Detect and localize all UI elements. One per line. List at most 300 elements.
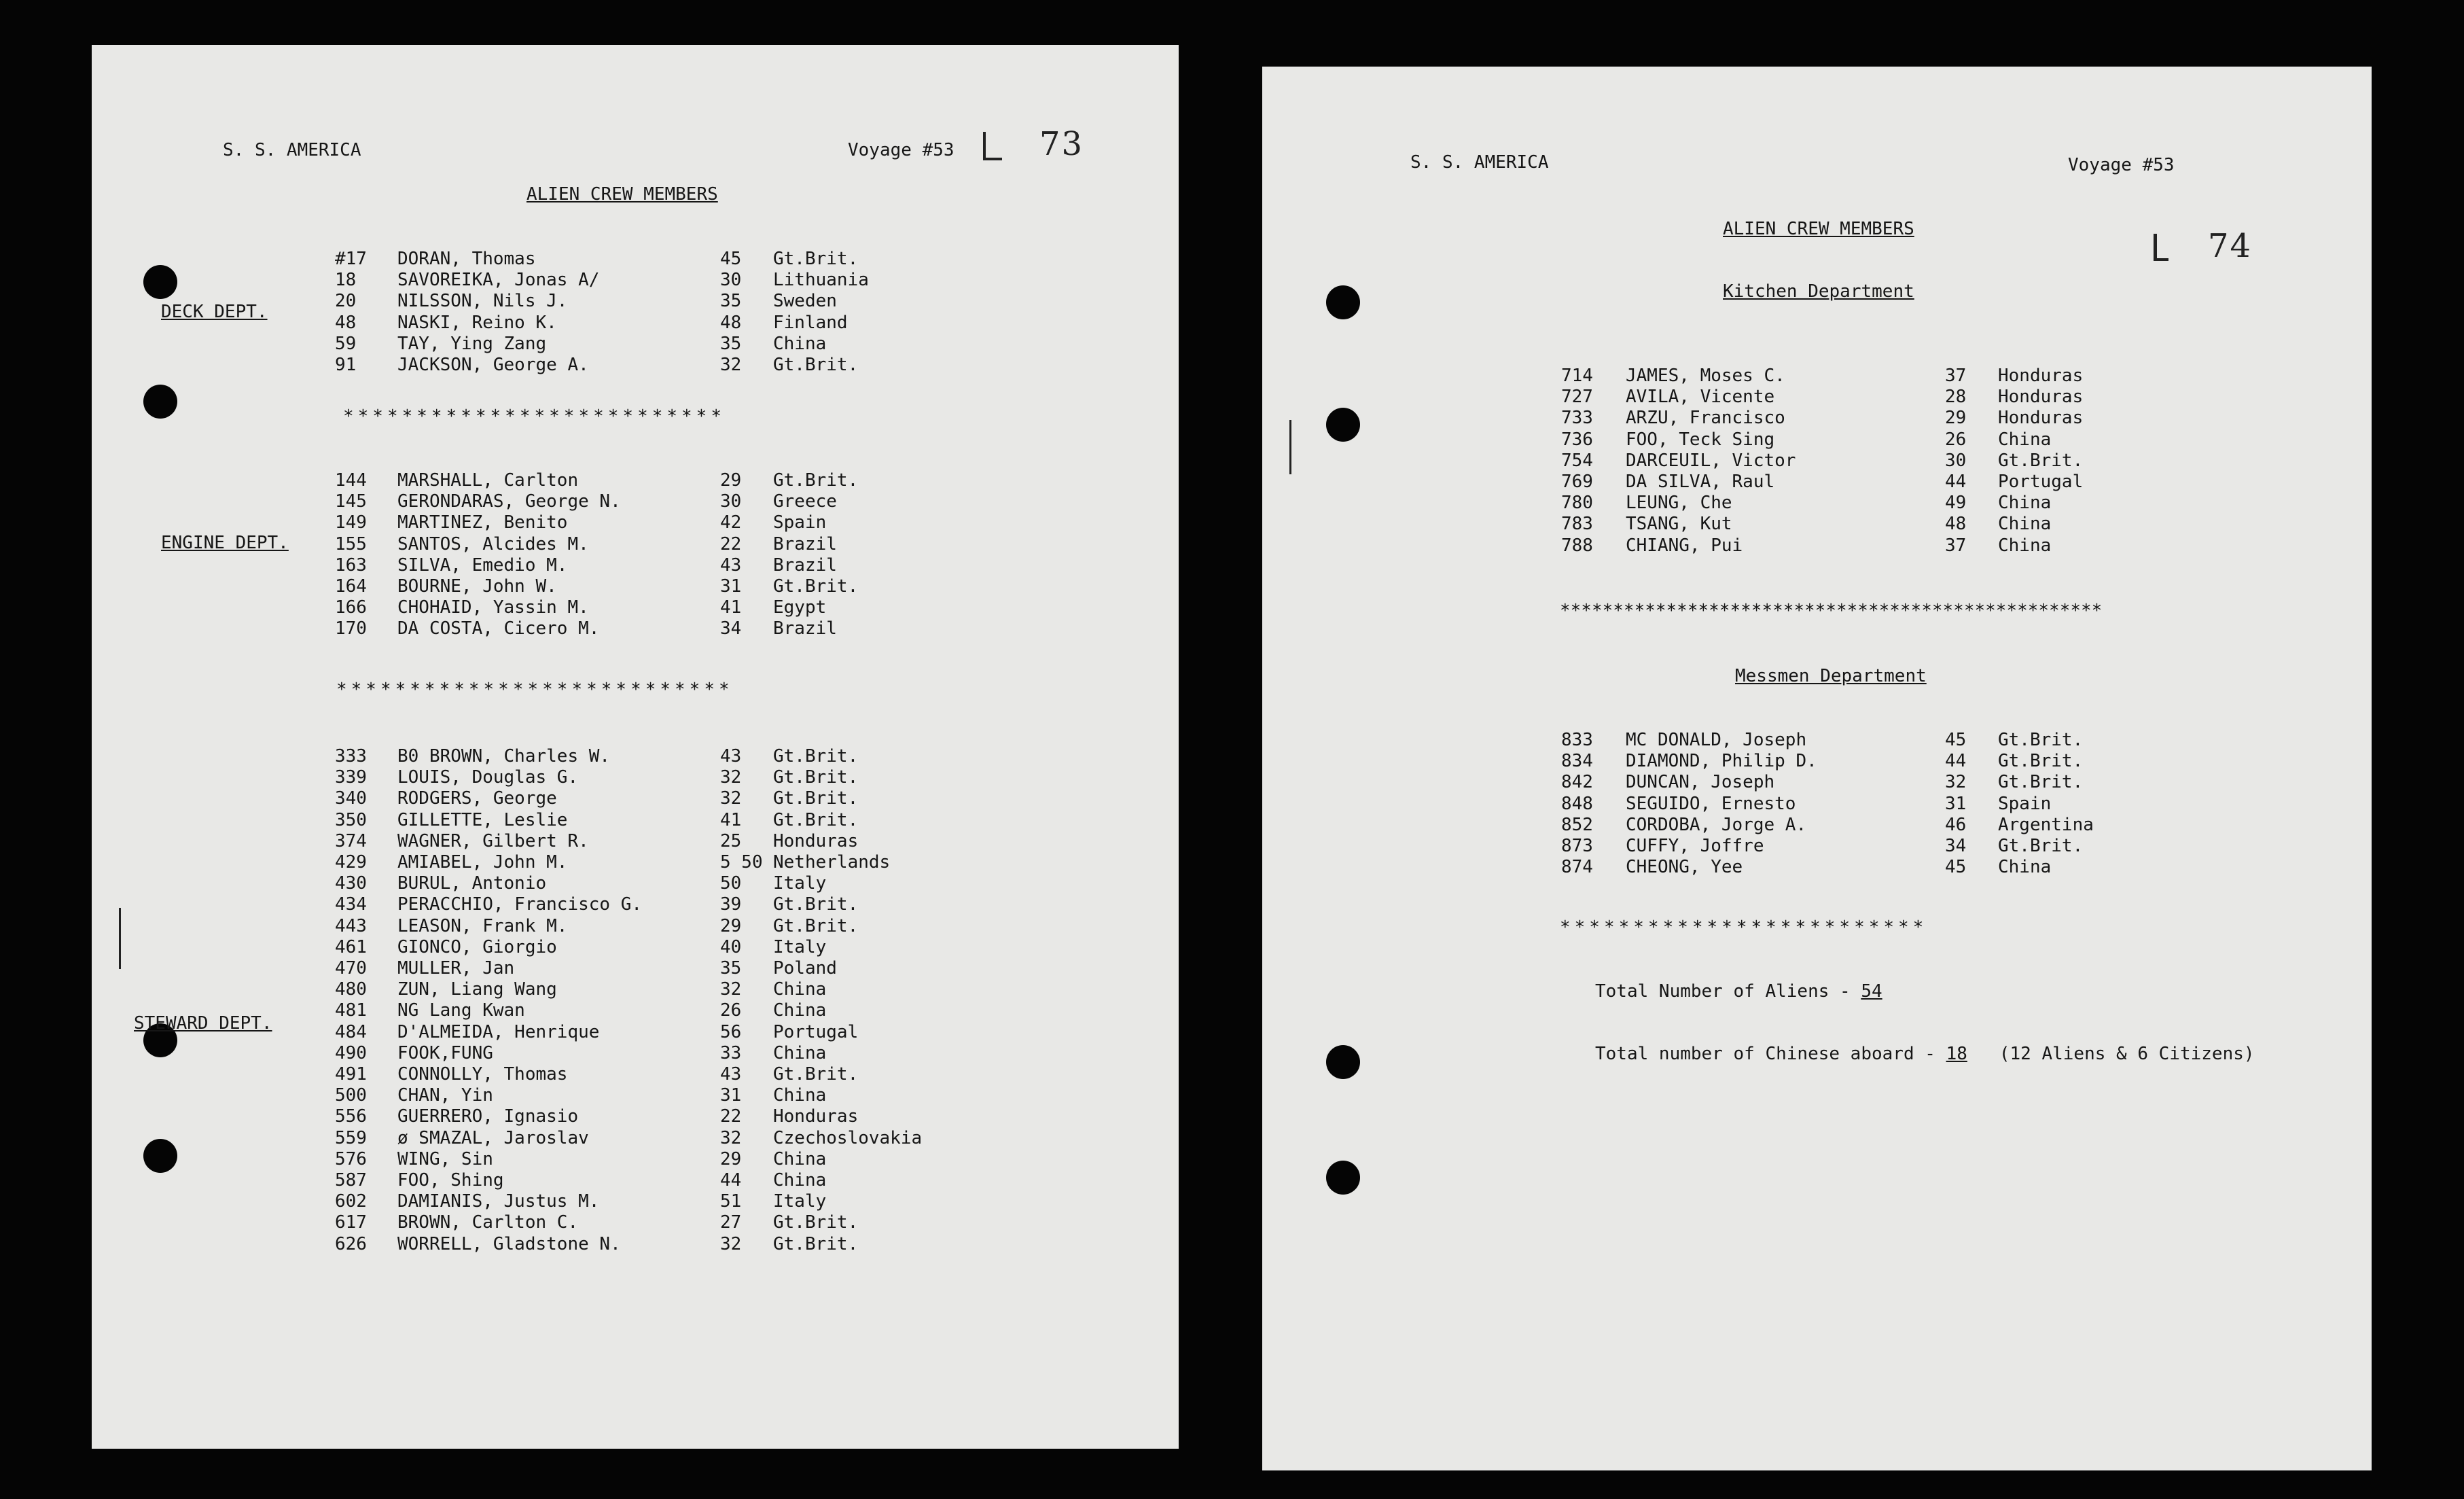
crew-name: PERACCHIO, Francisco G. (397, 894, 643, 915)
crew-age: 22 (720, 1106, 742, 1127)
crew-number: 842 (1561, 772, 1593, 793)
crew-row (92, 915, 859, 937)
crew-age: 5 50 (720, 852, 763, 872)
crew-row (1262, 730, 2084, 751)
crew-row (1262, 366, 2084, 387)
crew-age: 51 (720, 1191, 742, 1212)
crew-row (1262, 514, 2052, 535)
margin-mark (119, 908, 121, 969)
crew-row (92, 830, 859, 852)
crew-row (1262, 857, 2052, 878)
crew-name: GIONCO, Giorgio (397, 936, 557, 957)
crew-number: 144 (335, 470, 367, 491)
crew-row (1262, 493, 2052, 514)
crew-age: 26 (720, 1000, 742, 1021)
crew-number: 434 (335, 894, 367, 915)
kitchen-dept-label: Kitchen Department (1723, 281, 1914, 302)
voyage-number: Voyage #53 (848, 140, 954, 160)
crew-age: 32 (720, 355, 742, 375)
crew-age: 43 (720, 746, 742, 766)
crew-name: DUNCAN, Joseph (1626, 772, 1775, 793)
manifest-page-right (1262, 67, 2372, 1470)
crew-age: 37 (1945, 535, 1967, 556)
crew-number: 340 (335, 788, 367, 809)
crew-age: 35 (720, 958, 742, 978)
crew-row (1262, 751, 2084, 772)
crew-number: 481 (335, 1000, 367, 1021)
steward-dept-label: STEWARD DEPT. (134, 1013, 272, 1034)
punch-hole (1326, 1161, 1360, 1195)
section-title: ALIEN CREW MEMBERS (1723, 219, 1914, 239)
crew-nationality: Honduras (1998, 408, 2084, 429)
crew-number: 873 (1561, 836, 1593, 856)
crew-number: 374 (335, 830, 367, 851)
crew-age: 50 (720, 873, 742, 894)
crew-nationality: China (773, 1148, 827, 1169)
crew-name: D'ALMEIDA, Henrique (397, 1021, 600, 1042)
crew-nationality: Gt.Brit. (773, 576, 859, 597)
crew-row (92, 1191, 827, 1212)
crew-name: BROWN, Carlton C. (397, 1212, 579, 1233)
crew-age: 30 (1945, 450, 1967, 471)
crew-name: LEASON, Frank M. (397, 915, 568, 936)
crew-name: GERONDARAS, George N. (397, 491, 621, 512)
crew-number: 18 (335, 270, 357, 291)
crew-name: BURUL, Antonio (397, 873, 547, 894)
crew-age: 42 (720, 512, 742, 533)
crew-nationality: Gt.Brit. (1998, 836, 2084, 856)
crew-name: TSANG, Kut (1626, 514, 1732, 535)
crew-number: 470 (335, 958, 367, 978)
crew-number: 145 (335, 491, 367, 512)
crew-number: 833 (1561, 730, 1593, 750)
crew-name: JAMES, Moses C. (1626, 366, 1785, 386)
crew-row (92, 873, 827, 894)
crew-age: 29 (1945, 408, 1967, 429)
crew-name: CORDOBA, Jorge A. (1626, 814, 1807, 835)
crew-name: SEGUIDO, Ernesto (1626, 793, 1796, 814)
crew-row (92, 1170, 827, 1191)
crew-name: NILSSON, Nils J. (397, 291, 568, 312)
crew-name: RODGERS, George (397, 788, 557, 809)
crew-number: 617 (335, 1212, 367, 1233)
crew-name: ARZU, Francisco (1626, 408, 1785, 429)
crew-name: DIAMOND, Philip D. (1626, 751, 1817, 772)
engine-dept-label: ENGINE DEPT. (161, 533, 289, 553)
crew-number: 788 (1561, 535, 1593, 556)
crew-nationality: Gt.Brit. (773, 746, 859, 766)
crew-name: LOUIS, Douglas G. (397, 767, 579, 788)
crew-nationality: Honduras (1998, 387, 2084, 408)
crew-number: 91 (335, 355, 357, 375)
crew-age: 45 (1945, 730, 1967, 750)
crew-nationality: Greece (773, 491, 837, 512)
crew-name: MARTINEZ, Benito (397, 512, 568, 533)
crew-number: 20 (335, 291, 357, 312)
crew-nationality: China (773, 1042, 827, 1063)
crew-name: NG Lang Kwan (397, 1000, 525, 1021)
crew-name: SANTOS, Alcides M. (397, 533, 589, 554)
crew-name: ZUN, Liang Wang (397, 979, 557, 1000)
crew-nationality: Gt.Brit. (773, 249, 859, 269)
crew-nationality: China (1998, 514, 2052, 535)
separator-stars: ************************* (1560, 917, 1928, 938)
crew-age: 32 (720, 767, 742, 788)
crew-number: 164 (335, 576, 367, 597)
crew-number: 576 (335, 1148, 367, 1169)
crew-nationality: China (1998, 493, 2052, 514)
crew-number: 587 (335, 1170, 367, 1191)
crew-row (92, 470, 859, 491)
crew-number: 480 (335, 979, 367, 1000)
crew-nationality: China (1998, 857, 2052, 878)
punch-hole (1326, 1045, 1360, 1079)
crew-number: 556 (335, 1106, 367, 1127)
crew-row (92, 1042, 827, 1064)
hand-mark (2154, 234, 2157, 260)
crew-nationality: Spain (1998, 793, 2052, 814)
crew-nationality: Gt.Brit. (1998, 450, 2084, 471)
crew-name: MC DONALD, Joseph (1626, 730, 1807, 750)
crew-nationality: Gt.Brit. (773, 809, 859, 830)
crew-age: 56 (720, 1021, 742, 1042)
crew-number: 727 (1561, 387, 1593, 408)
crew-name: FOOK,FUNG (397, 1042, 493, 1063)
crew-name: ø SMAZAL, Jaroslav (397, 1127, 589, 1148)
crew-name: GUERRERO, Ignasio (397, 1106, 579, 1127)
crew-number: 769 (1561, 472, 1593, 492)
crew-nationality: Gt.Brit. (1998, 730, 2084, 750)
crew-name: DA COSTA, Cicero M. (397, 618, 600, 639)
hand-mark (2154, 258, 2168, 261)
crew-number: 714 (1561, 366, 1593, 386)
crew-row (92, 1148, 827, 1170)
crew-name: MARSHALL, Carlton (397, 470, 579, 491)
crew-nationality: Honduras (773, 830, 859, 851)
crew-name: BOURNE, John W. (397, 576, 557, 597)
crew-number: 626 (335, 1233, 367, 1254)
crew-name: CONNOLLY, Thomas (397, 1064, 568, 1084)
crew-nationality: China (773, 979, 827, 1000)
crew-row (92, 1233, 859, 1255)
crew-name: SILVA, Emedio M. (397, 554, 568, 576)
crew-number: 333 (335, 746, 367, 766)
crew-age: 44 (1945, 472, 1967, 492)
crew-name: SAVOREIKA, Jonas A/ (397, 270, 600, 291)
crew-nationality: China (773, 1085, 827, 1106)
crew-row (92, 355, 859, 376)
crew-name: GILLETTE, Leslie (397, 809, 568, 830)
crew-row (1262, 814, 2094, 836)
crew-nationality: Spain (773, 512, 827, 533)
crew-nationality: Brazil (773, 618, 837, 639)
crew-name: TAY, Ying Zang (397, 333, 547, 354)
crew-number: 602 (335, 1191, 367, 1212)
crew-age: 39 (720, 894, 742, 915)
crew-name: CHOHAID, Yassin M. (397, 597, 589, 618)
crew-nationality: Portugal (1998, 472, 2084, 492)
crew-row (92, 554, 837, 576)
crew-nationality: Sweden (773, 291, 837, 312)
total-chinese (1595, 1044, 2255, 1065)
crew-name: LEUNG, Che (1626, 493, 1732, 514)
crew-age: 44 (1945, 751, 1967, 772)
crew-row (92, 533, 837, 555)
crew-number: 736 (1561, 429, 1593, 450)
crew-age: 46 (1945, 814, 1967, 835)
crew-age: 41 (720, 597, 742, 618)
ship-name: S. S. AMERICA (223, 140, 361, 160)
crew-row (92, 958, 837, 979)
crew-name: AMIABEL, John M. (397, 852, 568, 872)
crew-number: 59 (335, 333, 357, 354)
crew-nationality: Gt.Brit. (773, 894, 859, 915)
crew-age: 31 (1945, 793, 1967, 814)
crew-name: WING, Sin (397, 1148, 493, 1169)
crew-row (92, 746, 859, 767)
crew-name: DAMIANIS, Justus M. (397, 1191, 600, 1212)
crew-nationality: Brazil (773, 554, 837, 576)
crew-nationality: Gt.Brit. (773, 355, 859, 375)
crew-number: 350 (335, 809, 367, 830)
crew-row (1262, 472, 2084, 493)
crew-row (1262, 408, 2084, 429)
crew-number: 339 (335, 767, 367, 788)
total-aliens-label: Total Number of Aliens - (1595, 981, 1861, 1002)
crew-number: 834 (1561, 751, 1593, 772)
crew-number: 500 (335, 1085, 367, 1106)
crew-number: 149 (335, 512, 367, 533)
crew-number: 48 (335, 312, 357, 333)
crew-row (1262, 535, 2052, 557)
crew-row (1262, 772, 2084, 793)
crew-name: CHEONG, Yee (1626, 857, 1743, 878)
crew-row (92, 894, 859, 915)
crew-name: DARCEUIL, Victor (1626, 450, 1796, 471)
crew-row (92, 597, 827, 618)
crew-nationality: China (1998, 535, 2052, 556)
crew-number: 163 (335, 554, 367, 576)
crew-number: 848 (1561, 793, 1593, 814)
crew-nationality: Gt.Brit. (773, 1233, 859, 1254)
crew-row (92, 270, 869, 291)
total-aliens-value: 54 (1861, 981, 1882, 1002)
crew-name: CHAN, Yin (397, 1085, 493, 1106)
crew-number: 490 (335, 1042, 367, 1063)
crew-number: 733 (1561, 408, 1593, 429)
crew-nationality: Brazil (773, 533, 837, 554)
crew-age: 35 (720, 333, 742, 354)
crew-number: 170 (335, 618, 367, 639)
crew-nationality: Egypt (773, 597, 827, 618)
crew-age: 43 (720, 554, 742, 576)
crew-age: 45 (1945, 857, 1967, 878)
crew-number: 443 (335, 915, 367, 936)
crew-row (92, 979, 827, 1000)
crew-age: 35 (720, 291, 742, 312)
crew-age: 44 (720, 1170, 742, 1191)
section-title: ALIEN CREW MEMBERS (526, 184, 718, 205)
total-chinese-value: 18 (1946, 1044, 1967, 1064)
crew-number: 852 (1561, 814, 1593, 835)
crew-row (92, 936, 827, 958)
crew-age: 41 (720, 809, 742, 830)
crew-number: 429 (335, 852, 367, 872)
crew-age: 25 (720, 830, 742, 851)
crew-number: 754 (1561, 450, 1593, 471)
crew-name: WORRELL, Gladstone N. (397, 1233, 621, 1254)
crew-number: 155 (335, 533, 367, 554)
messmen-dept-label: Messmen Department (1735, 666, 1927, 686)
page-stamp-number: 74 (2208, 227, 2253, 265)
crew-name: FOO, Shing (397, 1170, 504, 1191)
crew-nationality: Gt.Brit. (1998, 772, 2084, 793)
crew-row (92, 1127, 923, 1149)
total-aliens (1595, 981, 1882, 1002)
crew-age: 40 (720, 936, 742, 957)
crew-row (92, 576, 859, 597)
crew-age: 32 (720, 1233, 742, 1254)
crew-age: 34 (720, 618, 742, 639)
crew-nationality: Gt.Brit. (773, 1064, 859, 1084)
crew-number: 874 (1561, 857, 1593, 878)
deck-dept-label: DECK DEPT. (161, 302, 268, 322)
separator-stars: ************************** (343, 406, 726, 427)
crew-number: 166 (335, 597, 367, 618)
crew-nationality: Honduras (773, 1106, 859, 1127)
crew-name: B0 BROWN, Charles W. (397, 746, 611, 766)
crew-row (92, 291, 837, 312)
crew-name: AVILA, Vicente (1626, 387, 1775, 408)
crew-row (92, 1085, 827, 1106)
crew-row (92, 788, 859, 809)
total-chinese-label: Total number of Chinese aboard - (1595, 1044, 1946, 1064)
crew-row (92, 1106, 859, 1127)
crew-nationality: Gt.Brit. (773, 788, 859, 809)
crew-name: DA SILVA, Raul (1626, 472, 1775, 492)
crew-number: 491 (335, 1064, 367, 1084)
crew-row (92, 1212, 859, 1233)
crew-nationality: Gt.Brit. (773, 767, 859, 788)
crew-name: DORAN, Thomas (397, 249, 536, 269)
crew-age: 49 (1945, 493, 1967, 514)
crew-nationality: Argentina (1998, 814, 2094, 835)
punch-hole (143, 385, 177, 419)
crew-row (92, 618, 837, 639)
crew-row (92, 1000, 827, 1021)
crew-nationality: Italy (773, 873, 827, 894)
crew-row (92, 333, 827, 355)
crew-age: 31 (720, 1085, 742, 1106)
crew-age: 29 (720, 915, 742, 936)
crew-nationality: China (773, 333, 827, 354)
crew-row (1262, 836, 2084, 857)
crew-row (1262, 450, 2084, 472)
crew-age: 31 (720, 576, 742, 597)
hand-mark (983, 158, 1002, 160)
crew-age: 28 (1945, 387, 1967, 408)
total-chinese-note: (12 Aliens & 6 Citizens) (1999, 1044, 2255, 1064)
voyage-number: Voyage #53 (2068, 155, 2175, 175)
crew-number: 430 (335, 873, 367, 894)
crew-age: 37 (1945, 366, 1967, 386)
separator-stars: *************************************************** (1560, 601, 2103, 621)
crew-nationality: Gt.Brit. (773, 915, 859, 936)
crew-name: FOO, Teck Sing (1626, 429, 1775, 450)
margin-mark (1289, 420, 1291, 474)
crew-age: 29 (720, 1148, 742, 1169)
crew-nationality: Italy (773, 1191, 827, 1212)
crew-age: 33 (720, 1042, 742, 1063)
crew-name: MULLER, Jan (397, 958, 515, 978)
crew-number: 559 (335, 1127, 367, 1148)
crew-row (92, 1064, 859, 1085)
crew-row (92, 767, 859, 788)
crew-nationality: Czechoslovakia (773, 1127, 923, 1148)
crew-nationality: China (1998, 429, 2052, 450)
crew-name: WAGNER, Gilbert R. (397, 830, 589, 851)
crew-nationality: Poland (773, 958, 837, 978)
separator-stars: *************************** (336, 680, 734, 700)
crew-age: 48 (1945, 514, 1967, 535)
crew-number: 783 (1561, 514, 1593, 535)
crew-nationality: China (773, 1170, 827, 1191)
crew-nationality: Gt.Brit. (773, 470, 859, 491)
crew-row (92, 809, 859, 831)
crew-row (1262, 429, 2052, 451)
crew-row (92, 491, 837, 512)
crew-age: 27 (720, 1212, 742, 1233)
crew-age: 34 (1945, 836, 1967, 856)
crew-nationality: Italy (773, 936, 827, 957)
crew-nationality: China (773, 1000, 827, 1021)
crew-name: CUFFY, Joffre (1626, 836, 1764, 856)
page-stamp-number: 73 (1039, 125, 1084, 163)
crew-age: 32 (720, 1127, 742, 1148)
crew-row (92, 852, 891, 873)
crew-name: CHIANG, Pui (1626, 535, 1743, 556)
crew-age: 43 (720, 1064, 742, 1084)
crew-number: 484 (335, 1021, 367, 1042)
crew-row (92, 512, 827, 533)
crew-row (1262, 387, 2084, 408)
crew-nationality: Finland (773, 312, 848, 333)
crew-age: 29 (720, 470, 742, 491)
hand-mark (983, 132, 986, 160)
crew-nationality: Portugal (773, 1021, 859, 1042)
crew-age: 30 (720, 270, 742, 291)
crew-nationality: Gt.Brit. (1998, 751, 2084, 772)
crew-name: JACKSON, George A. (397, 355, 589, 375)
crew-row (1262, 793, 2052, 815)
crew-row (92, 249, 859, 270)
crew-row (92, 1021, 859, 1043)
crew-age: 26 (1945, 429, 1967, 450)
crew-age: 32 (720, 788, 742, 809)
crew-age: 30 (720, 491, 742, 512)
crew-name: NASKI, Reino K. (397, 312, 557, 333)
crew-nationality: Lithuania (773, 270, 869, 291)
crew-nationality: Gt.Brit. (773, 1212, 859, 1233)
crew-number: 461 (335, 936, 367, 957)
punch-hole (1326, 285, 1360, 319)
crew-age: 48 (720, 312, 742, 333)
crew-number: #17 (335, 249, 367, 269)
crew-age: 32 (720, 979, 742, 1000)
crew-nationality: Netherlands (773, 852, 891, 872)
crew-age: 22 (720, 533, 742, 554)
crew-nationality: Honduras (1998, 366, 2084, 386)
